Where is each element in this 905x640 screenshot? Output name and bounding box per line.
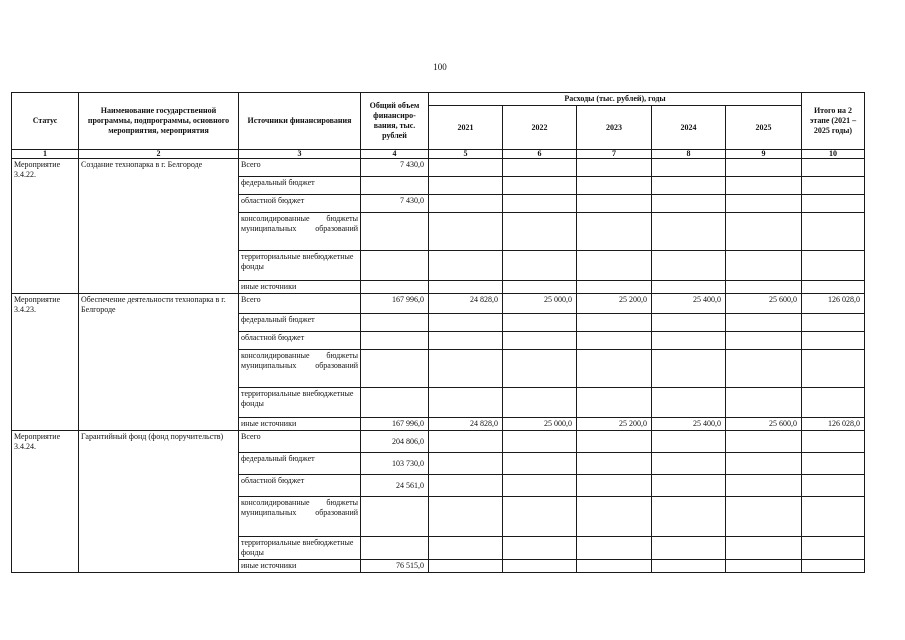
year-amount — [429, 453, 503, 475]
funding-source: территориальные внебюджетные фонды — [239, 388, 361, 418]
year-amount: 25 200,0 — [577, 418, 652, 431]
year-amount — [652, 350, 726, 388]
total-amount — [361, 497, 429, 537]
funding-source: консолидированные бюджеты муниципальных образований — [239, 213, 361, 251]
funding-source: Всего — [239, 159, 361, 177]
year-amount — [503, 213, 577, 251]
financing-table — [11, 92, 865, 573]
year-amount — [503, 453, 577, 475]
funding-source: консолидированные бюджеты муниципальных образований — [239, 350, 361, 388]
table-row — [12, 159, 865, 177]
year-amount — [577, 213, 652, 251]
itogo-amount — [802, 475, 865, 497]
header-sources: Источники финансирования — [239, 93, 361, 150]
year-amount: 25 400,0 — [652, 294, 726, 314]
year-amount — [652, 537, 726, 560]
column-number: 4 — [361, 150, 429, 159]
itogo-amount — [802, 388, 865, 418]
total-amount — [361, 537, 429, 560]
year-amount — [503, 431, 577, 453]
year-amount — [652, 332, 726, 350]
year-amount — [503, 177, 577, 195]
itogo-amount — [802, 281, 865, 294]
total-amount — [361, 388, 429, 418]
itogo-amount — [802, 431, 865, 453]
year-amount — [652, 281, 726, 294]
funding-source: иные источники — [239, 560, 361, 573]
year-amount — [652, 497, 726, 537]
year-amount — [429, 350, 503, 388]
year-amount — [652, 431, 726, 453]
itogo-amount — [802, 560, 865, 573]
year-amount — [652, 159, 726, 177]
header-total: Общий объем финансиро-вания, тыс. рублей — [361, 93, 429, 150]
year-amount — [429, 177, 503, 195]
year-amount — [577, 350, 652, 388]
itogo-amount — [802, 251, 865, 281]
year-amount — [429, 251, 503, 281]
column-number: 2 — [79, 150, 239, 159]
funding-source: территориальные внебюджетные фонды — [239, 537, 361, 560]
year-amount — [726, 475, 802, 497]
year-amount — [577, 388, 652, 418]
header-year: 2024 — [652, 106, 726, 150]
total-amount: 24 561,0 — [361, 475, 429, 497]
funding-source: федеральный бюджет — [239, 177, 361, 195]
year-amount — [503, 560, 577, 573]
table-row — [12, 294, 865, 314]
total-amount — [361, 314, 429, 332]
itogo-amount: 126 028,0 — [802, 294, 865, 314]
funding-source: Всего — [239, 294, 361, 314]
year-amount — [577, 314, 652, 332]
year-amount: 25 000,0 — [503, 294, 577, 314]
year-amount — [503, 475, 577, 497]
table-row — [12, 431, 865, 453]
total-amount — [361, 213, 429, 251]
year-amount — [503, 388, 577, 418]
year-amount: 25 000,0 — [503, 418, 577, 431]
header-expenses: Расходы (тыс. рублей), годы — [429, 93, 802, 106]
year-amount — [577, 281, 652, 294]
total-amount — [361, 350, 429, 388]
year-amount — [726, 497, 802, 537]
itogo-amount — [802, 159, 865, 177]
year-amount — [726, 251, 802, 281]
year-amount — [429, 431, 503, 453]
funding-source: территориальные внебюджетные фонды — [239, 251, 361, 281]
itogo-amount — [802, 314, 865, 332]
year-amount — [577, 177, 652, 195]
total-amount: 7 430,0 — [361, 159, 429, 177]
total-amount — [361, 251, 429, 281]
year-amount — [652, 314, 726, 332]
column-number: 6 — [503, 150, 577, 159]
column-number: 9 — [726, 150, 802, 159]
column-number: 8 — [652, 150, 726, 159]
funding-source: областной бюджет — [239, 195, 361, 213]
year-amount — [503, 281, 577, 294]
activity-name: Создание технопарка в г. Белгороде — [79, 159, 239, 294]
year-amount: 25 400,0 — [652, 418, 726, 431]
year-amount — [503, 497, 577, 537]
year-amount — [726, 281, 802, 294]
year-amount — [577, 453, 652, 475]
total-amount: 204 806,0 — [361, 431, 429, 453]
itogo-amount — [802, 537, 865, 560]
funding-source: Всего — [239, 431, 361, 453]
year-amount — [577, 537, 652, 560]
column-number: 10 — [802, 150, 865, 159]
total-amount — [361, 177, 429, 195]
year-amount — [429, 537, 503, 560]
header-year: 2025 — [726, 106, 802, 150]
total-amount — [361, 332, 429, 350]
total-amount — [361, 281, 429, 294]
header-year: 2023 — [577, 106, 652, 150]
year-amount — [652, 453, 726, 475]
year-amount — [726, 177, 802, 195]
year-amount: 25 600,0 — [726, 418, 802, 431]
year-amount — [726, 195, 802, 213]
year-amount — [652, 251, 726, 281]
activity-status: Мероприятие 3.4.23. — [12, 294, 79, 431]
itogo-amount — [802, 332, 865, 350]
year-amount: 24 828,0 — [429, 418, 503, 431]
activity-name: Гарантийный фонд (фонд поручительств) — [79, 431, 239, 573]
year-amount: 25 200,0 — [577, 294, 652, 314]
year-amount — [652, 388, 726, 418]
year-amount: 25 600,0 — [726, 294, 802, 314]
year-amount — [429, 475, 503, 497]
funding-source: иные источники — [239, 418, 361, 431]
year-amount — [652, 560, 726, 573]
header-year: 2022 — [503, 106, 577, 150]
header-name: Наименование государственной программы, подпрограммы, основного мероприятия, мероприятия — [79, 93, 239, 150]
year-amount — [577, 251, 652, 281]
itogo-amount — [802, 497, 865, 537]
year-amount — [503, 332, 577, 350]
column-number: 1 — [12, 150, 79, 159]
year-amount — [726, 159, 802, 177]
header-itogo: Итого на 2 этапе (2021 – 2025 годы) — [802, 93, 865, 150]
year-amount — [429, 159, 503, 177]
total-amount: 167 996,0 — [361, 294, 429, 314]
total-amount: 103 730,0 — [361, 453, 429, 475]
year-amount — [577, 195, 652, 213]
year-amount — [577, 159, 652, 177]
activity-name: Обеспечение деятельности технопарка в г. Белгороде — [79, 294, 239, 431]
itogo-amount: 126 028,0 — [802, 418, 865, 431]
column-number: 5 — [429, 150, 503, 159]
funding-source: федеральный бюджет — [239, 314, 361, 332]
funding-source: областной бюджет — [239, 332, 361, 350]
year-amount — [726, 314, 802, 332]
year-amount: 24 828,0 — [429, 294, 503, 314]
funding-source: федеральный бюджет — [239, 453, 361, 475]
itogo-amount — [802, 177, 865, 195]
year-amount — [726, 453, 802, 475]
year-amount — [577, 431, 652, 453]
year-amount — [503, 159, 577, 177]
funding-source: иные источники — [239, 281, 361, 294]
page-number: 100 — [433, 62, 447, 72]
year-amount — [429, 332, 503, 350]
year-amount — [577, 332, 652, 350]
itogo-amount — [802, 195, 865, 213]
year-amount — [652, 475, 726, 497]
activity-status: Мероприятие 3.4.24. — [12, 431, 79, 573]
funding-source: консолидированные бюджеты муниципальных образований — [239, 497, 361, 537]
total-amount: 7 430,0 — [361, 195, 429, 213]
header-status: Статус — [12, 93, 79, 150]
year-amount — [429, 213, 503, 251]
year-amount — [429, 314, 503, 332]
header-year: 2021 — [429, 106, 503, 150]
year-amount — [726, 537, 802, 560]
year-amount — [429, 560, 503, 573]
activity-status: Мероприятие 3.4.22. — [12, 159, 79, 294]
year-amount — [577, 497, 652, 537]
year-amount — [503, 251, 577, 281]
itogo-amount — [802, 213, 865, 251]
column-number: 3 — [239, 150, 361, 159]
year-amount — [726, 560, 802, 573]
itogo-amount — [802, 350, 865, 388]
year-amount — [726, 431, 802, 453]
year-amount — [652, 195, 726, 213]
year-amount — [726, 350, 802, 388]
itogo-amount — [802, 453, 865, 475]
year-amount — [726, 388, 802, 418]
column-number: 7 — [577, 150, 652, 159]
year-amount — [652, 213, 726, 251]
year-amount — [652, 177, 726, 195]
year-amount — [503, 314, 577, 332]
year-amount — [503, 537, 577, 560]
year-amount — [577, 560, 652, 573]
year-amount — [726, 332, 802, 350]
year-amount — [429, 281, 503, 294]
year-amount — [429, 388, 503, 418]
total-amount: 167 996,0 — [361, 418, 429, 431]
year-amount — [726, 213, 802, 251]
year-amount — [577, 475, 652, 497]
year-amount — [503, 350, 577, 388]
column-numbers-row — [12, 150, 865, 159]
funding-source: областной бюджет — [239, 475, 361, 497]
total-amount: 76 515,0 — [361, 560, 429, 573]
year-amount — [503, 195, 577, 213]
year-amount — [429, 195, 503, 213]
year-amount — [429, 497, 503, 537]
